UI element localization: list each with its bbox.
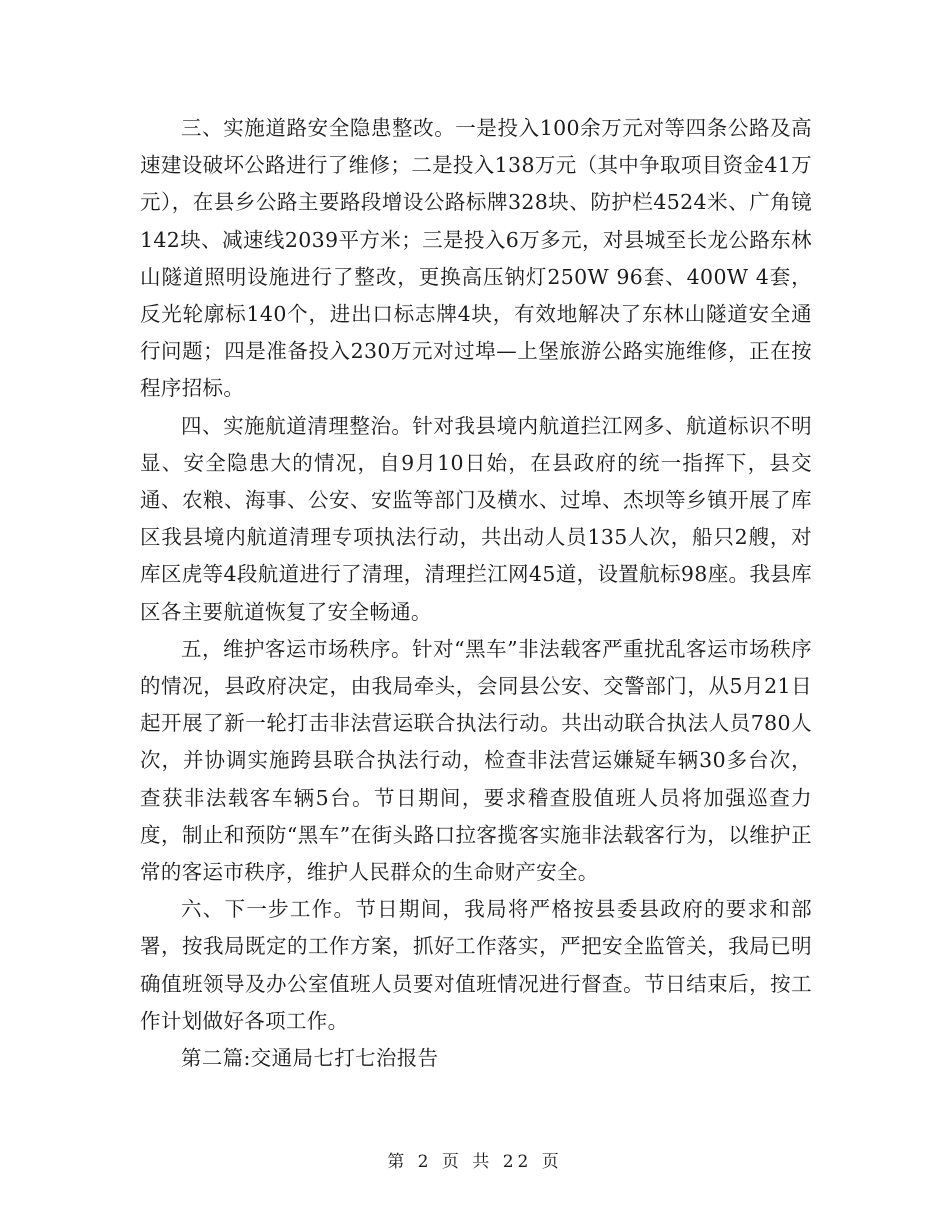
section-heading: 第二篇:交通局七打七治报告	[181, 1046, 439, 1071]
page-number-footer: 第 2 页 共 22 页	[387, 1152, 563, 1172]
paragraph-next-steps: 六、下一步工作。节日期间，我局将严格按县委县政府的要求和部署，按我局既定的工作方案，抓好工作落实，严把安全监管关，我局已明确值班领导及办公室值班人员要对值班情况进行督查。节日结束后，按工作计划做好各项工作。	[140, 897, 812, 1033]
paragraph-passenger-market: 五，维护客运市场秩序。针对“黑车”非法载客严重扰乱客运市场秩序的情况，县政府决定，由我局牵头，会同县公安、交警部门，从5月21日起开展了新一轮打击非法营运联合执法行动。共出动联合执法人员780人次，并协调实施跨县联合执法行动，检查非法营运嫌疑车辆30多台次，查获非法载客车辆5台。节日期间，要求稽查股值班人员将加强巡查力度，制止和预防“黑车”在街头路口拉客揽客实施非法载客行为，以维护正常的客运市秩序，维护人民群众的生命财产安全。	[140, 636, 812, 885]
paragraph-road-safety: 三、实施道路安全隐患整改。一是投入100余万元对等四条公路及高速建设破坏公路进行了维修；二是投入138万元（其中争取项目资金41万元），在县乡公路主要路段增设公路标牌328块、防护栏4524米、广角镜142块、减速线2039平方米；三是投入6万多元，对县城至长龙公路东林山隧道照明设施进行了整改，更换高压钠灯250W 96套、400W 4套，反光轮廓标140个，进出口标志牌4块，有效地解决了东林山隧道安全通行问题；四是准备投入230万元对过埠—上堡旅游公路实施维修，正在按程序招标。	[140, 116, 812, 401]
paragraph-waterway-cleanup: 四、实施航道清理整治。针对我县境内航道拦江网多、航道标识不明显、安全隐患大的情况，自9月10日始，在县政府的统一指挥下，县交通、农粮、海事、公安、安监等部门及横水、过埠、杰坝等乡镇开展了库区我县境内航道清理专项执法行动，共出动人员135人次，船只2艘，对库区虎等4段航道进行了清理，清理拦江网45道，设置航标98座。我县库区各主要航道恢复了安全畅通。	[140, 413, 812, 624]
document-body	[140, 110, 812, 1077]
